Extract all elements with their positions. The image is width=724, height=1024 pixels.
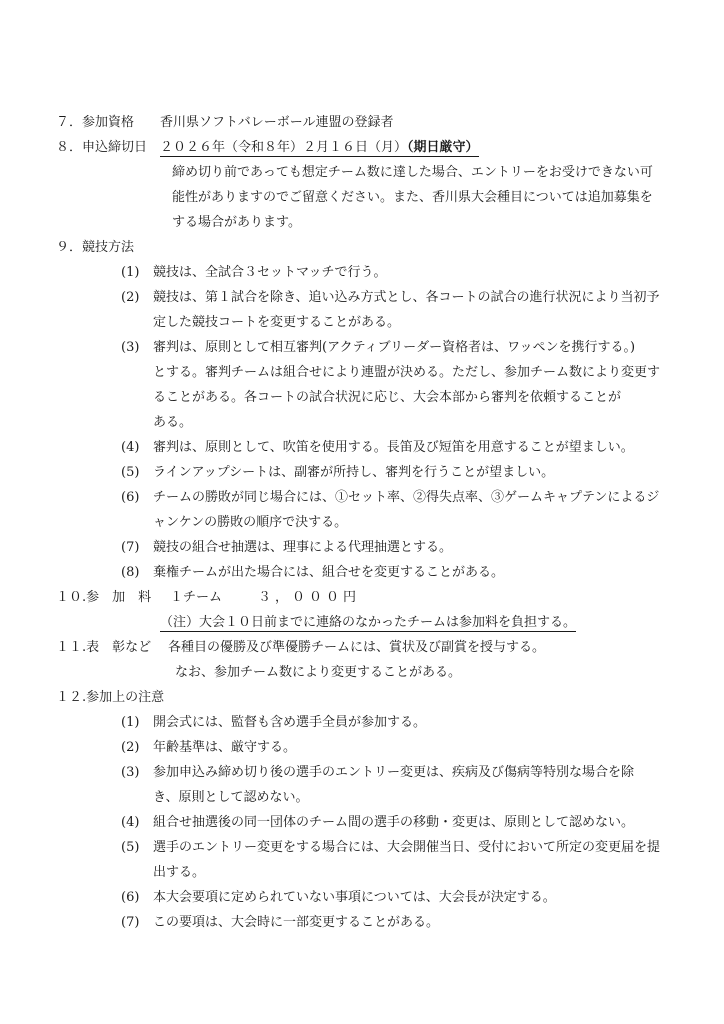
- fee-amount: ３，０００円: [258, 590, 361, 605]
- deadline-note: （期日厳守）: [407, 140, 479, 155]
- list-item: 競技は、全試合３セットマッチで行う。: [153, 265, 387, 280]
- item-number: (6): [121, 490, 140, 505]
- item-number: (8): [121, 565, 140, 580]
- list-item-cont: き、原則として認めない。: [153, 790, 309, 805]
- item-number: (1): [121, 715, 140, 730]
- section-11-heading: １１.表 彰など: [56, 640, 152, 655]
- list-item: 組合せ抽選後の同一団体のチーム間の選手の移動・変更は、原則として認めない。: [153, 815, 635, 830]
- item-number: (4): [121, 440, 140, 455]
- section-12-heading: １２.参加上の注意: [56, 690, 165, 705]
- list-item-cont: とする。審判チームは組合せにより連盟が決める。ただし、参加チーム数により変更す: [153, 365, 661, 380]
- list-item-cont: ある。: [153, 415, 193, 430]
- fee-note: [160, 615, 576, 631]
- section-9-heading: ９．競技方法: [56, 240, 135, 255]
- list-item: この要項は、大会時に一部変更することがある。: [153, 915, 440, 930]
- list-item: 本大会要項に定められていない事項については、大会長が決定する。: [153, 890, 556, 905]
- fee-per-team: １チーム: [170, 590, 223, 605]
- deadline-line: [160, 140, 479, 156]
- list-item: 参加申込み締め切り後の選手のエントリー変更は、疾病及び傷病等特別な場合を除: [153, 765, 635, 780]
- award-text: 各種目の優勝及び準優勝チームには、賞状及び副賞を授与する。: [168, 640, 546, 655]
- list-item: チームの勝敗が同じ場合には、①セット率、②得失点率、③ゲームキャプテンによるジ: [153, 490, 660, 505]
- list-item-cont: ャンケンの勝敗の順序で決する。: [153, 515, 348, 530]
- list-item: 開会式には、監督も含め選手全員が参加する。: [153, 715, 427, 730]
- list-item: 審判は、原則として、吹笛を使用する。長笛及び短笛を用意することが望ましい。: [153, 440, 634, 455]
- item-number: (4): [121, 815, 140, 830]
- item-number: (1): [121, 265, 140, 280]
- section-10-heading: １０.参 加 料: [56, 590, 152, 605]
- list-item: 選手のエントリー変更をする場合には、大会開催当日、受付において所定の変更届を提: [153, 840, 661, 855]
- item-number: (3): [121, 765, 140, 780]
- item-number: (2): [121, 290, 140, 305]
- list-item: ラインアップシートは、副審が所持し、審判を行うことが望ましい。: [153, 465, 555, 480]
- section-7-text: 香川県ソフトバレーボール連盟の登録者: [160, 115, 394, 130]
- item-number: (6): [121, 890, 140, 905]
- item-number: (5): [121, 840, 140, 855]
- section-8-line: 締め切り前であっても想定チーム数に達した場合、エントリーをお受けできない可: [172, 165, 653, 180]
- item-number: (7): [121, 540, 140, 555]
- list-item: 年齢基準は、厳守する。: [153, 740, 297, 755]
- section-8-line: 能性がありますのでご留意ください。また、香川県大会種目については追加募集を: [172, 190, 653, 205]
- section-7-heading: ７．参加資格: [56, 115, 135, 130]
- list-item-cont: 出する。: [153, 865, 206, 880]
- deadline-date: ２０２６年（令和８年）２月１６日（月）: [160, 140, 408, 155]
- award-text-2: なお、参加チーム数により変更することがある。: [175, 665, 462, 680]
- list-item-cont: 定した競技コートを変更することがある。: [153, 315, 401, 330]
- list-item-cont: ることがある。各コートの試合状況に応じ、大会本部から審判を依頼することが: [153, 390, 622, 405]
- list-item: 競技の組合せ抽選は、理事による代理抽選とする。: [153, 540, 453, 555]
- section-8-line: する場合があります。: [172, 215, 301, 230]
- list-item: 審判は、原則として相互審判(アクティブリーダー資格者は、ワッペンを携行する。): [153, 340, 636, 355]
- section-8-heading: ８．申込締切日: [56, 140, 148, 155]
- list-item: 棄権チームが出た場合には、組合せを変更することがある。: [153, 565, 505, 580]
- item-number: (5): [121, 465, 140, 480]
- fee-note-text: （注）大会１０日前までに連絡のなかったチームは参加料を負担する。: [160, 615, 577, 630]
- item-number: (3): [121, 340, 140, 355]
- list-item: 競技は、第１試合を除き、追い込み方式とし、各コートの試合の進行状況により当初予: [153, 290, 660, 305]
- item-number: (2): [121, 740, 140, 755]
- item-number: (7): [121, 915, 140, 930]
